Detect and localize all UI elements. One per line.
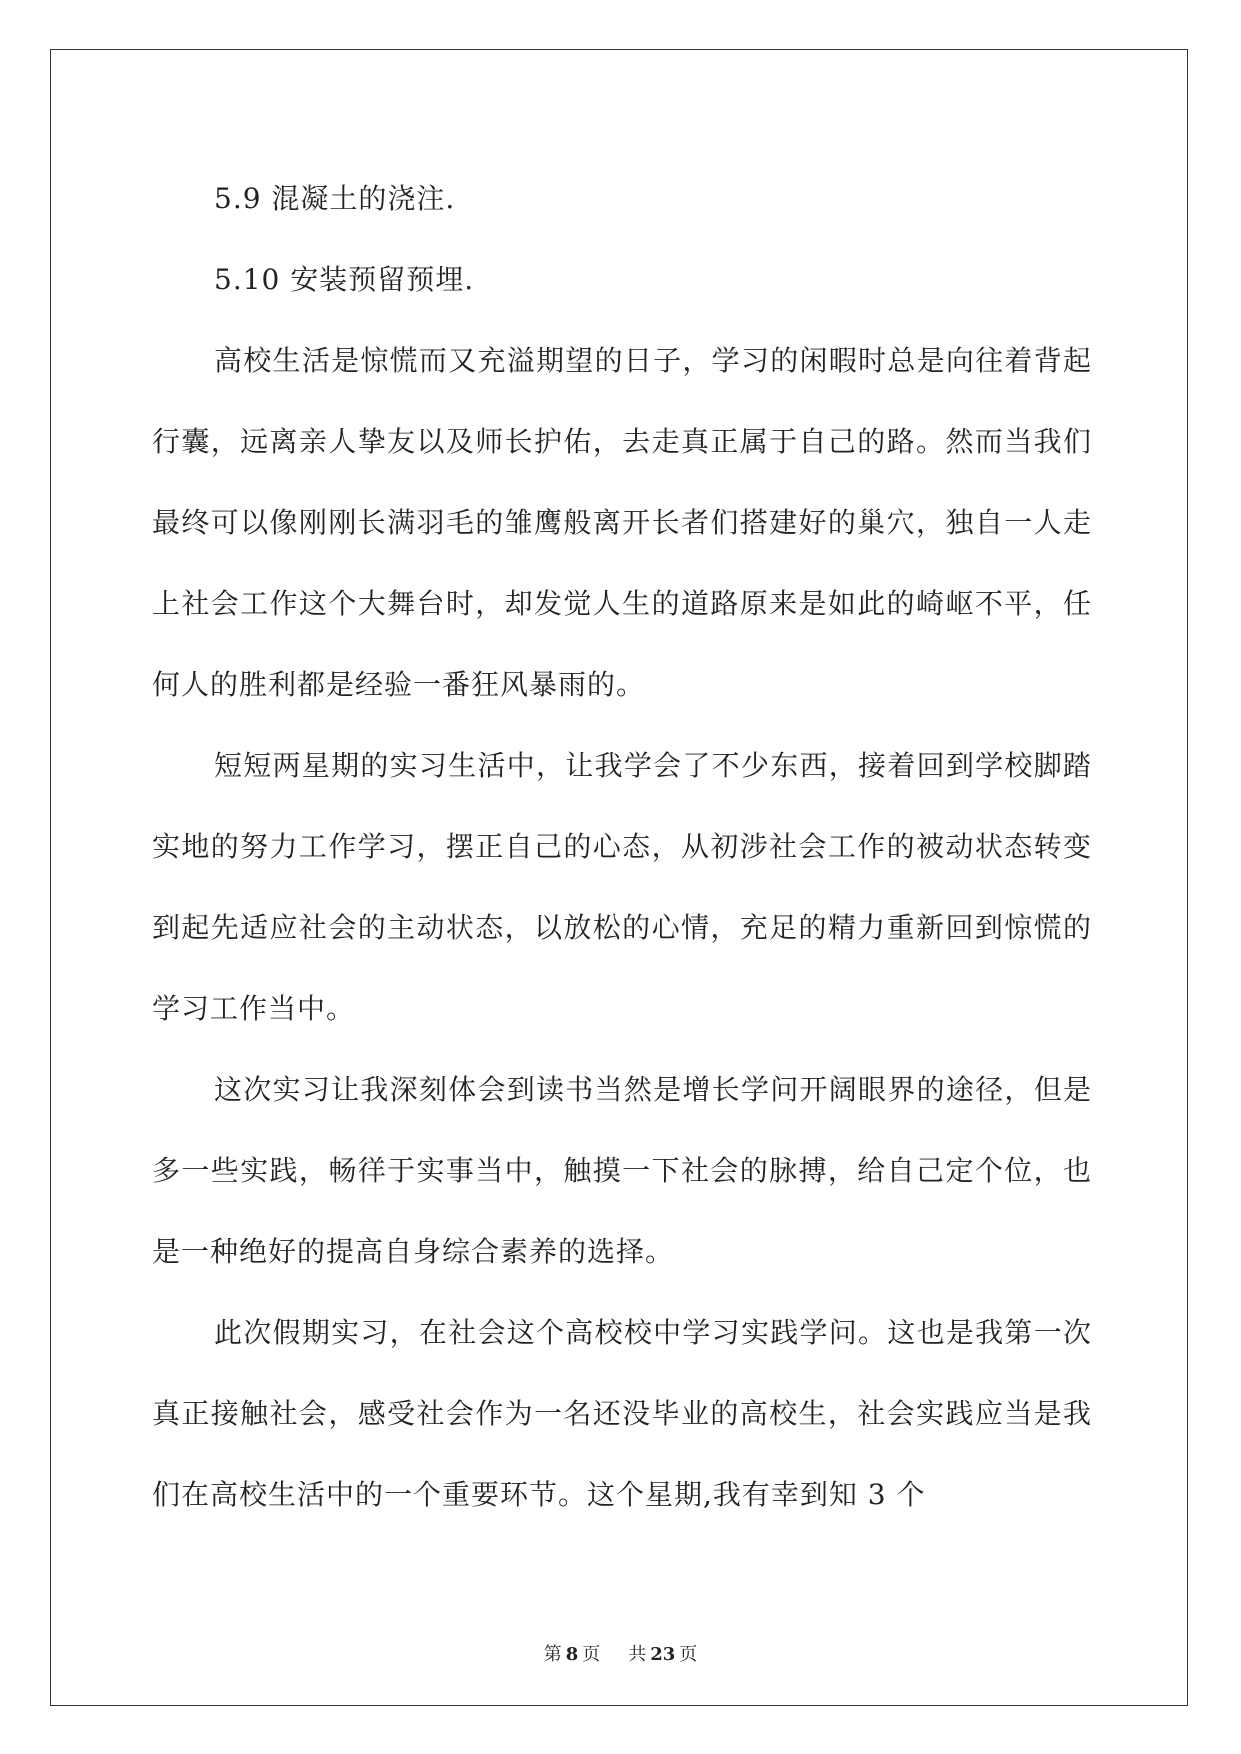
page-prefix: 第 [543,1644,562,1665]
page-footer [0,1640,1241,1666]
paragraph-university-life: 高校生活是惊慌而又充溢期望的日子，学习的闲暇时总是向往着背起行囊，远离亲人挚友以及师长护佑，去走真正属于自己的路。然而当我们最终可以像刚刚长满羽毛的雏鹰般离开长者们搭建好的巢穴，独自一人走上社会工作这个大舞台时，却发觉人生的道路原来是如此的崎岖不平，任何人的胜利都是经验一番狂风暴雨的。 [152,344,1092,701]
paragraph-internship: 短短两星期的实习生活中，让我学会了不少东西，接着回到学校脚踏实地的努力工作学习，摆正自己的心态，从初涉社会工作的被动状态转变到起先适应社会的主动状态，以放松的心情，充足的精力重新回到惊慌的学习工作当中。 [152,749,1092,1025]
document-body [152,158,1092,1535]
total-prefix: 共 [628,1644,647,1665]
paragraph-holiday-practice: 此次假期实习，在社会这个高校校中学习实践学问。这也是我第一次真正接触社会，感受社会作为一名还没毕业的高校生，社会实践应当是我们在高校生活中的一个重要环节。这个星期,我有幸到知 3 个 [152,1316,1092,1511]
total-suffix: 页 [679,1644,698,1665]
total-pages: 23 [650,1644,676,1665]
page-number: 8 [565,1644,579,1665]
paragraph-item-2: 5.10 安装预留预埋. [214,263,475,296]
paragraph-reflection: 这次实习让我深刻体会到读书当然是增长学问开阔眼界的途径，但是多一些实践，畅徉于实事当中，触摸一下社会的脉搏，给自己定个位，也是一种绝好的提高自身综合素养的选择。 [152,1073,1092,1268]
page-suffix: 页 [582,1644,601,1665]
paragraph-item-1: 5.9 混凝土的浇注. [214,182,456,215]
